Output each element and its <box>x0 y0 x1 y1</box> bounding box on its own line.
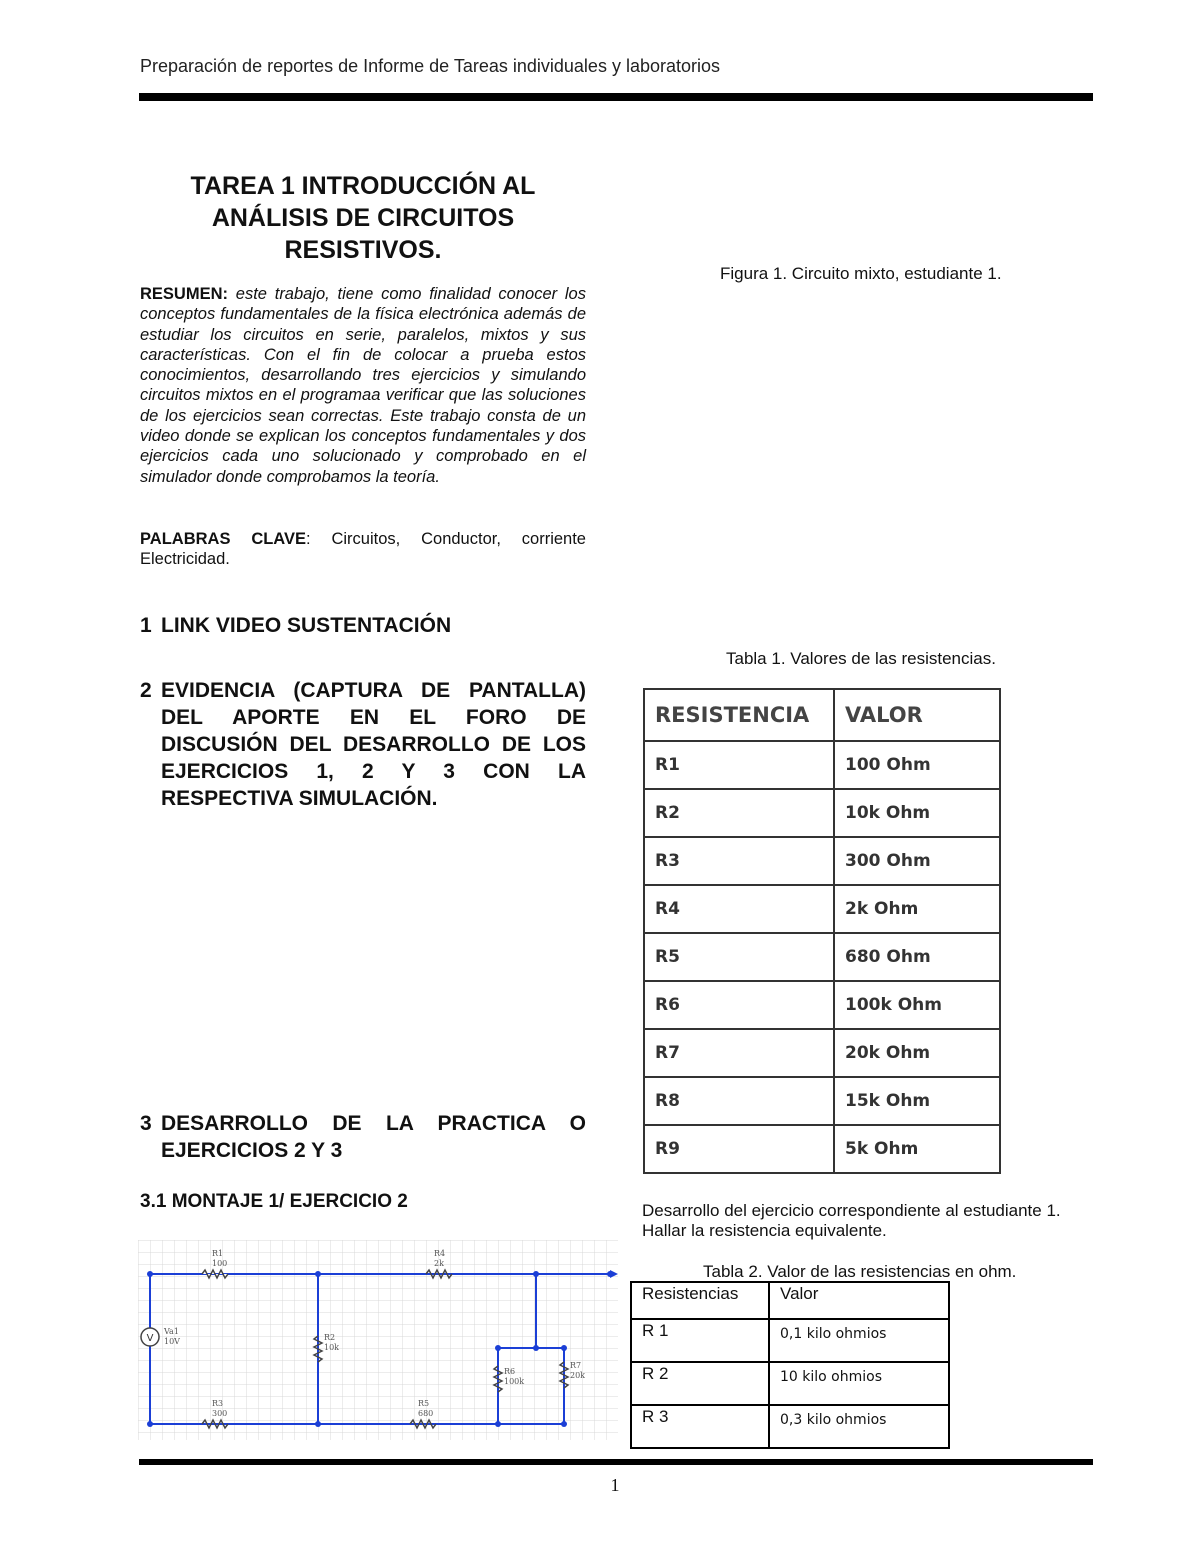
resistance-values-table <box>643 688 1001 1174</box>
section-number: 2 <box>140 679 152 702</box>
table-row <box>631 1405 949 1448</box>
value-r6: 100k <box>504 1377 525 1386</box>
cell-value: 15k Ohm <box>834 1077 1000 1125</box>
cell-resistor: R6 <box>644 981 834 1029</box>
cell-resistor: R4 <box>644 885 834 933</box>
schematic-grid <box>138 1240 618 1440</box>
cell-value: 10 kilo ohmios <box>769 1362 949 1405</box>
label-r4: R4 <box>434 1249 446 1258</box>
cell-value: 100k Ohm <box>834 981 1000 1029</box>
footer-rule <box>139 1459 1093 1465</box>
cell-value: 0,1 kilo ohmios <box>769 1319 949 1362</box>
label-r1: R1 <box>212 1249 224 1258</box>
keywords-label: PALABRAS CLAVE <box>140 530 307 548</box>
cell-value: 100 Ohm <box>834 741 1000 789</box>
cell-resistor: R 2 <box>631 1362 769 1405</box>
abstract-label: RESUMEN: <box>140 285 229 303</box>
cell-resistor: R7 <box>644 1029 834 1077</box>
table-row <box>644 1125 1000 1173</box>
value-r7: 20k <box>570 1371 586 1380</box>
cell-resistor: R5 <box>644 933 834 981</box>
cell-value: 680 Ohm <box>834 933 1000 981</box>
cell-value: 5k Ohm <box>834 1125 1000 1173</box>
table-row <box>644 789 1000 837</box>
cell-resistor: R 1 <box>631 1319 769 1362</box>
section-2-heading <box>140 677 586 812</box>
section-number: 3 <box>140 1112 152 1135</box>
section-text: LINK VIDEO SUSTENTACIÓN <box>161 614 452 637</box>
keywords <box>140 529 586 570</box>
table-row <box>631 1362 949 1405</box>
table-row <box>644 741 1000 789</box>
resistance-ohm-table <box>630 1281 950 1449</box>
source-symbol: V <box>146 1333 154 1344</box>
value-r3: 300 <box>212 1409 228 1418</box>
cell-resistor: R1 <box>644 741 834 789</box>
section-text: EVIDENCIA (CAPTURA DE PANTALLA) DEL APORTE EN EL FORO DE DISCUSIÓN DEL DESARROLLO DE LOS EJERCICIOS 1, 2 Y 3 CON LA RESPECTIVA SIMULACIÓN. <box>161 679 586 810</box>
table-2-caption: Tabla 2. Valor de las resistencias en ohm. <box>703 1262 1017 1281</box>
exercise-line-2: Hallar la resistencia equivalente. <box>642 1221 887 1240</box>
table-header-row <box>644 689 1000 741</box>
cell-value: 0,3 kilo ohmios <box>769 1405 949 1448</box>
section-3-heading <box>140 1110 586 1164</box>
cell-value: 10k Ohm <box>834 789 1000 837</box>
cell-value: 20k Ohm <box>834 1029 1000 1077</box>
cell-resistor: R 3 <box>631 1405 769 1448</box>
cell-resistor: R8 <box>644 1077 834 1125</box>
table-row <box>644 885 1000 933</box>
subsection-3-1-heading: 3.1 MONTAJE 1/ EJERCICIO 2 <box>140 1191 408 1212</box>
circuit-schematic <box>138 1240 618 1440</box>
cell-resistor: R2 <box>644 789 834 837</box>
table-1-caption: Tabla 1. Valores de las resistencias. <box>726 649 996 668</box>
section-1-heading <box>140 612 586 639</box>
table-row <box>644 837 1000 885</box>
value-r1: 100 <box>212 1259 228 1268</box>
label-r7: R7 <box>570 1361 582 1370</box>
section-text: DESARROLLO DE LA PRACTICA O EJERCICIOS 2 Y 3 <box>161 1112 586 1162</box>
cell-value: 2k Ohm <box>834 885 1000 933</box>
running-header: Preparación de reportes de Informe de Tareas individuales y laboratorios <box>140 56 720 76</box>
abstract-text: este trabajo, tiene como finalidad conocer los conceptos fundamentales de la física electrónica además de estudiar los circuitos en serie, paralelos, mixtos y sus características. Con el fin de colocar a prueba estos conocimientos, desarrollando tres ejercicios y simulando circuitos mixtos en el programaa verificar que las soluciones de los ejercicios sean correctas. Este trabajo consta de un video donde se explican los conceptos fundamentales y dos ejercicios cada uno solucionado y comprobado en el simulador donde comprobamos la teoría. <box>140 285 586 486</box>
table-row <box>644 933 1000 981</box>
document-title: TAREA 1 INTRODUCCIÓN AL ANÁLISIS DE CIRCUITOS RESISTIVOS. <box>190 172 536 264</box>
table-row <box>644 1077 1000 1125</box>
cell-resistor: R3 <box>644 837 834 885</box>
column-header: Resistencias <box>631 1282 769 1319</box>
column-header: RESISTENCIA <box>644 689 834 741</box>
label-source: Va1 <box>164 1327 179 1336</box>
label-r5: R5 <box>418 1399 430 1408</box>
exercise-line-1: Desarrollo del ejercicio correspondiente al estudiante 1. <box>642 1201 1061 1220</box>
cell-value: 300 Ohm <box>834 837 1000 885</box>
exercise-statement <box>642 1201 1061 1241</box>
label-r2: R2 <box>324 1333 336 1342</box>
table-header-row <box>631 1282 949 1319</box>
value-r4: 2k <box>434 1259 444 1268</box>
value-r5: 680 <box>418 1409 434 1418</box>
page-number: 1 <box>610 1475 620 1495</box>
label-r6: R6 <box>504 1367 516 1376</box>
column-header: VALOR <box>834 689 1000 741</box>
column-header: Valor <box>769 1282 949 1319</box>
abstract <box>140 284 586 487</box>
label-r3: R3 <box>212 1399 224 1408</box>
table-row <box>644 1029 1000 1077</box>
figure-1-caption: Figura 1. Circuito mixto, estudiante 1. <box>720 264 1002 283</box>
section-number: 1 <box>140 614 152 637</box>
value-source: 10V <box>164 1337 180 1346</box>
header-rule <box>139 93 1093 101</box>
table-row <box>631 1319 949 1362</box>
value-r2: 10k <box>324 1343 340 1352</box>
table-row <box>644 981 1000 1029</box>
cell-resistor: R9 <box>644 1125 834 1173</box>
keywords-text: : Circuitos, Conductor, corriente Electricidad. <box>140 530 586 569</box>
